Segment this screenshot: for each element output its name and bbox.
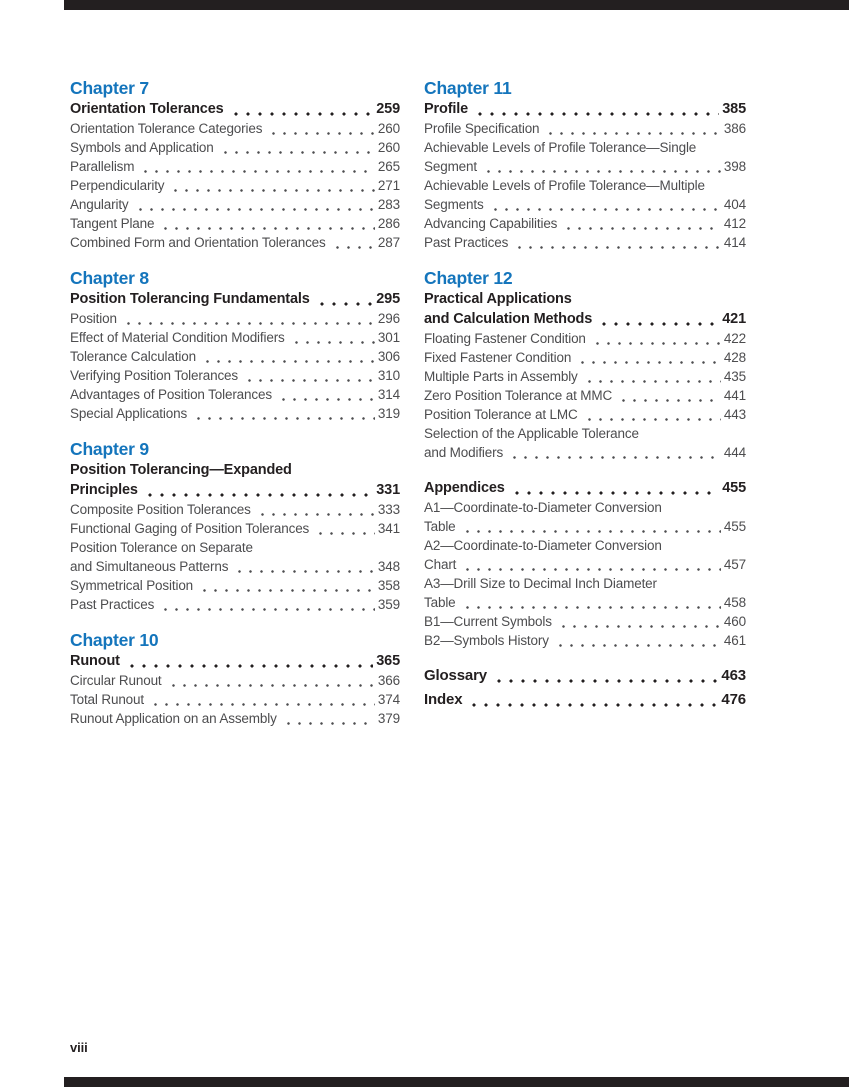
dot-leader xyxy=(618,386,721,405)
entry-label: Selection of the Applicable Tolerance xyxy=(424,426,639,441)
toc-entry-row xyxy=(424,367,746,386)
dot-leader xyxy=(126,651,373,671)
toc-entry-continuation xyxy=(70,538,400,557)
dot-leader xyxy=(193,404,375,423)
toc-entry-row xyxy=(70,328,400,347)
title-label: Profile xyxy=(424,101,469,117)
dot-leader xyxy=(598,309,719,329)
entry-label: Advancing Capabilities xyxy=(424,216,558,231)
dot-leader xyxy=(584,367,721,386)
dot-leader xyxy=(493,666,718,686)
toc-entry-row xyxy=(70,233,400,252)
toc-entry-row xyxy=(70,385,400,404)
toc-entry-row xyxy=(70,195,400,214)
toc-entry-continuation xyxy=(424,574,746,593)
toc-section xyxy=(424,478,746,650)
dot-leader xyxy=(199,576,375,595)
entry-label: Chart xyxy=(424,557,457,572)
dot-leader xyxy=(509,443,721,462)
entry-label: Segment xyxy=(424,159,477,174)
entry-label: Runout Application on an Assembly xyxy=(70,711,277,726)
page-number: 476 xyxy=(721,691,746,708)
title-label: Principles xyxy=(70,482,138,498)
toc-entry-row xyxy=(70,176,400,195)
page-number: 341 xyxy=(377,521,400,536)
title-label: Glossary xyxy=(424,667,488,684)
toc-section xyxy=(424,78,746,252)
toc-entry-row xyxy=(70,557,400,576)
entry-label: Circular Runout xyxy=(70,673,162,688)
dot-leader xyxy=(278,385,375,404)
entry-label: Segments xyxy=(424,197,484,212)
page-number: 422 xyxy=(723,331,746,346)
toc-entry-row xyxy=(70,671,400,690)
toc-entry-row xyxy=(70,404,400,423)
toc-entry-row xyxy=(70,595,400,614)
page-number: 386 xyxy=(723,121,746,136)
dot-leader xyxy=(291,328,375,347)
toc-section xyxy=(424,690,746,710)
entry-label: Position xyxy=(70,311,117,326)
toc-title-row xyxy=(70,480,400,500)
entry-label: Achievable Levels of Profile Tolerance—Multiple xyxy=(424,178,705,193)
entry-label: Achievable Levels of Profile Tolerance—Single xyxy=(424,140,697,155)
dot-leader xyxy=(592,329,721,348)
page-number: 310 xyxy=(377,368,400,383)
dot-leader xyxy=(150,690,375,709)
page-number: 379 xyxy=(377,711,400,726)
toc-entry-row xyxy=(424,348,746,367)
dot-leader xyxy=(316,289,374,309)
toc-title-row xyxy=(70,651,400,671)
entry-label: A3—Drill Size to Decimal Inch Diameter xyxy=(424,576,657,591)
entry-label: A2—Coordinate-to-Diameter Conversion xyxy=(424,538,662,553)
page-number: 435 xyxy=(723,369,746,384)
toc-entry-row xyxy=(70,366,400,385)
dot-leader xyxy=(220,138,375,157)
entry-label: Position Tolerance at LMC xyxy=(424,407,578,422)
dot-leader xyxy=(462,517,721,536)
page-number: 365 xyxy=(376,653,400,669)
dot-leader xyxy=(135,195,375,214)
entry-label: Total Runout xyxy=(70,692,144,707)
chapter-heading: Chapter 9 xyxy=(70,439,149,459)
entry-label: Zero Position Tolerance at MMC xyxy=(424,388,613,403)
page-number: 260 xyxy=(377,140,400,155)
page-number: 461 xyxy=(723,633,746,648)
page-number: 412 xyxy=(723,216,746,231)
entry-label: Orientation Tolerance Categories xyxy=(70,121,263,136)
dot-leader xyxy=(230,99,374,119)
page-number: 457 xyxy=(723,557,746,572)
toc-column-right xyxy=(424,78,746,714)
entry-label: Advantages of Position Tolerances xyxy=(70,387,272,402)
dot-leader xyxy=(483,157,721,176)
dot-leader xyxy=(283,709,375,728)
page-number: 358 xyxy=(377,578,400,593)
folio-page-number: viii xyxy=(70,1040,88,1055)
toc-title-continuation xyxy=(424,289,746,309)
toc-title-continuation xyxy=(70,460,400,480)
page-number: 260 xyxy=(377,121,400,136)
dot-leader xyxy=(268,119,375,138)
toc-entry-continuation xyxy=(424,138,746,157)
entry-label: Table xyxy=(424,595,456,610)
dot-leader xyxy=(170,176,375,195)
toc-section xyxy=(70,268,400,423)
title-label: Runout xyxy=(70,653,120,669)
entry-label: Tangent Plane xyxy=(70,216,155,231)
toc-entry-row xyxy=(70,519,400,538)
page-number: 443 xyxy=(723,407,746,422)
toc-section xyxy=(70,630,400,728)
toc-title-row xyxy=(424,99,746,119)
toc-entry-row xyxy=(70,119,400,138)
toc-entry-continuation xyxy=(424,424,746,443)
title-label: Orientation Tolerances xyxy=(70,101,224,117)
toc-entry-continuation xyxy=(424,498,746,517)
toc-entry-row xyxy=(424,631,746,650)
page-number: 359 xyxy=(377,597,400,612)
dot-leader xyxy=(140,157,375,176)
entry-label: Floating Fastener Condition xyxy=(424,331,586,346)
bottom-rule xyxy=(64,1077,849,1087)
page-number: 314 xyxy=(377,387,400,402)
toc-title-row xyxy=(424,309,746,329)
dot-leader xyxy=(511,478,720,498)
page-number: 259 xyxy=(376,101,400,117)
entry-label: Profile Specification xyxy=(424,121,540,136)
toc-entry-continuation xyxy=(424,536,746,555)
toc-title-row xyxy=(424,478,746,498)
page-number: 421 xyxy=(722,311,746,327)
page-number: 271 xyxy=(377,178,400,193)
toc-entry-continuation xyxy=(424,176,746,195)
page-number: 455 xyxy=(722,480,746,496)
toc-title-row xyxy=(70,99,400,119)
entry-label: B2—Symbols History xyxy=(424,633,549,648)
page-number: 348 xyxy=(377,559,400,574)
toc-entry-row xyxy=(424,214,746,233)
page-number: 331 xyxy=(376,482,400,498)
entry-label: Angularity xyxy=(70,197,129,212)
page-number: 319 xyxy=(377,406,400,421)
page-number: 398 xyxy=(723,159,746,174)
toc-entry-row xyxy=(424,195,746,214)
toc-entry-row xyxy=(70,309,400,328)
toc-entry-row xyxy=(70,709,400,728)
toc-entry-row xyxy=(70,347,400,366)
entry-label: Past Practices xyxy=(424,235,509,250)
toc-entry-row xyxy=(424,386,746,405)
page-number: 404 xyxy=(723,197,746,212)
toc-title-row xyxy=(70,289,400,309)
page-number: 265 xyxy=(377,159,400,174)
dot-leader xyxy=(474,99,719,119)
dot-leader xyxy=(244,366,375,385)
dot-leader xyxy=(577,348,721,367)
dot-leader xyxy=(234,557,375,576)
entry-label: Combined Form and Orientation Tolerances xyxy=(70,235,326,250)
page-number: 441 xyxy=(723,388,746,403)
dot-leader xyxy=(514,233,721,252)
entry-label: Verifying Position Tolerances xyxy=(70,368,238,383)
page-number: 286 xyxy=(377,216,400,231)
dot-leader xyxy=(160,214,375,233)
toc-title-row xyxy=(424,690,746,710)
dot-leader xyxy=(332,233,375,252)
entry-label: Parallelism xyxy=(70,159,135,174)
page-number: 283 xyxy=(377,197,400,212)
toc-entry-row xyxy=(424,555,746,574)
dot-leader xyxy=(555,631,721,650)
entry-label: Multiple Parts in Assembly xyxy=(424,369,578,384)
entry-label: Effect of Material Condition Modifiers xyxy=(70,330,285,345)
page-number: 385 xyxy=(722,101,746,117)
toc-entry-row xyxy=(424,612,746,631)
entry-label: Symmetrical Position xyxy=(70,578,194,593)
dot-leader xyxy=(462,555,721,574)
page-number: 428 xyxy=(723,350,746,365)
toc-entry-row xyxy=(424,593,746,612)
dot-leader xyxy=(123,309,375,328)
toc-section xyxy=(424,666,746,686)
dot-leader xyxy=(160,595,375,614)
entry-label: Past Practices xyxy=(70,597,155,612)
toc-entry-row xyxy=(70,157,400,176)
page-number: 463 xyxy=(721,667,746,684)
page-number: 333 xyxy=(377,502,400,517)
entry-label: Position Tolerance on Separate xyxy=(70,540,253,555)
dot-leader xyxy=(144,480,373,500)
page-number: 296 xyxy=(377,311,400,326)
chapter-heading: Chapter 11 xyxy=(424,78,512,98)
chapter-heading: Chapter 7 xyxy=(70,78,149,98)
entry-label: B1—Current Symbols xyxy=(424,614,552,629)
toc-entry-row xyxy=(70,576,400,595)
page-number: 306 xyxy=(377,349,400,364)
dot-leader xyxy=(462,593,721,612)
page-number: 444 xyxy=(723,445,746,460)
page-number: 414 xyxy=(723,235,746,250)
dot-leader xyxy=(563,214,721,233)
toc-entry-row xyxy=(70,214,400,233)
entry-label: A1—Coordinate-to-Diameter Conversion xyxy=(424,500,662,515)
dot-leader xyxy=(545,119,721,138)
dot-leader xyxy=(584,405,721,424)
toc-entry-row xyxy=(424,119,746,138)
dot-leader xyxy=(168,671,375,690)
page-number: 366 xyxy=(377,673,400,688)
dot-leader xyxy=(202,347,375,366)
toc-entry-row xyxy=(424,233,746,252)
toc-entry-row xyxy=(424,517,746,536)
dot-leader xyxy=(468,690,718,710)
toc-entry-row xyxy=(424,405,746,424)
page-number: 460 xyxy=(723,614,746,629)
entry-label: and Modifiers xyxy=(424,445,504,460)
toc-entry-row xyxy=(70,500,400,519)
toc-section xyxy=(70,78,400,252)
page-number: 287 xyxy=(377,235,400,250)
title-label: Position Tolerancing—Expanded xyxy=(70,462,292,478)
toc-entry-row xyxy=(70,690,400,709)
entry-label: Perpendicularity xyxy=(70,178,165,193)
page-number: 374 xyxy=(377,692,400,707)
page-number: 295 xyxy=(376,291,400,307)
entry-label: Table xyxy=(424,519,456,534)
entry-label: Fixed Fastener Condition xyxy=(424,350,572,365)
chapter-heading: Chapter 12 xyxy=(424,268,513,288)
title-label: Practical Applications xyxy=(424,291,572,307)
dot-leader xyxy=(315,519,375,538)
entry-label: Tolerance Calculation xyxy=(70,349,196,364)
toc-title-row xyxy=(424,666,746,686)
title-label: and Calculation Methods xyxy=(424,311,593,327)
toc-entry-row xyxy=(424,157,746,176)
title-label: Appendices xyxy=(424,480,505,496)
toc-entry-row xyxy=(70,138,400,157)
dot-leader xyxy=(558,612,721,631)
entry-label: Functional Gaging of Position Tolerances xyxy=(70,521,310,536)
dot-leader xyxy=(490,195,721,214)
title-label: Position Tolerancing Fundamentals xyxy=(70,291,310,307)
toc-section xyxy=(70,439,400,614)
top-rule xyxy=(64,0,849,10)
page-number: 301 xyxy=(377,330,400,345)
page-number: 455 xyxy=(723,519,746,534)
toc-column-left xyxy=(70,78,400,744)
chapter-heading: Chapter 10 xyxy=(70,630,159,650)
toc-entry-row xyxy=(424,443,746,462)
entry-label: Special Applications xyxy=(70,406,188,421)
entry-label: Composite Position Tolerances xyxy=(70,502,251,517)
title-label: Index xyxy=(424,691,463,708)
toc-entry-row xyxy=(424,329,746,348)
page-number: 458 xyxy=(723,595,746,610)
entry-label: and Simultaneous Patterns xyxy=(70,559,229,574)
dot-leader xyxy=(257,500,375,519)
entry-label: Symbols and Application xyxy=(70,140,214,155)
toc-section xyxy=(424,268,746,462)
chapter-heading: Chapter 8 xyxy=(70,268,149,288)
